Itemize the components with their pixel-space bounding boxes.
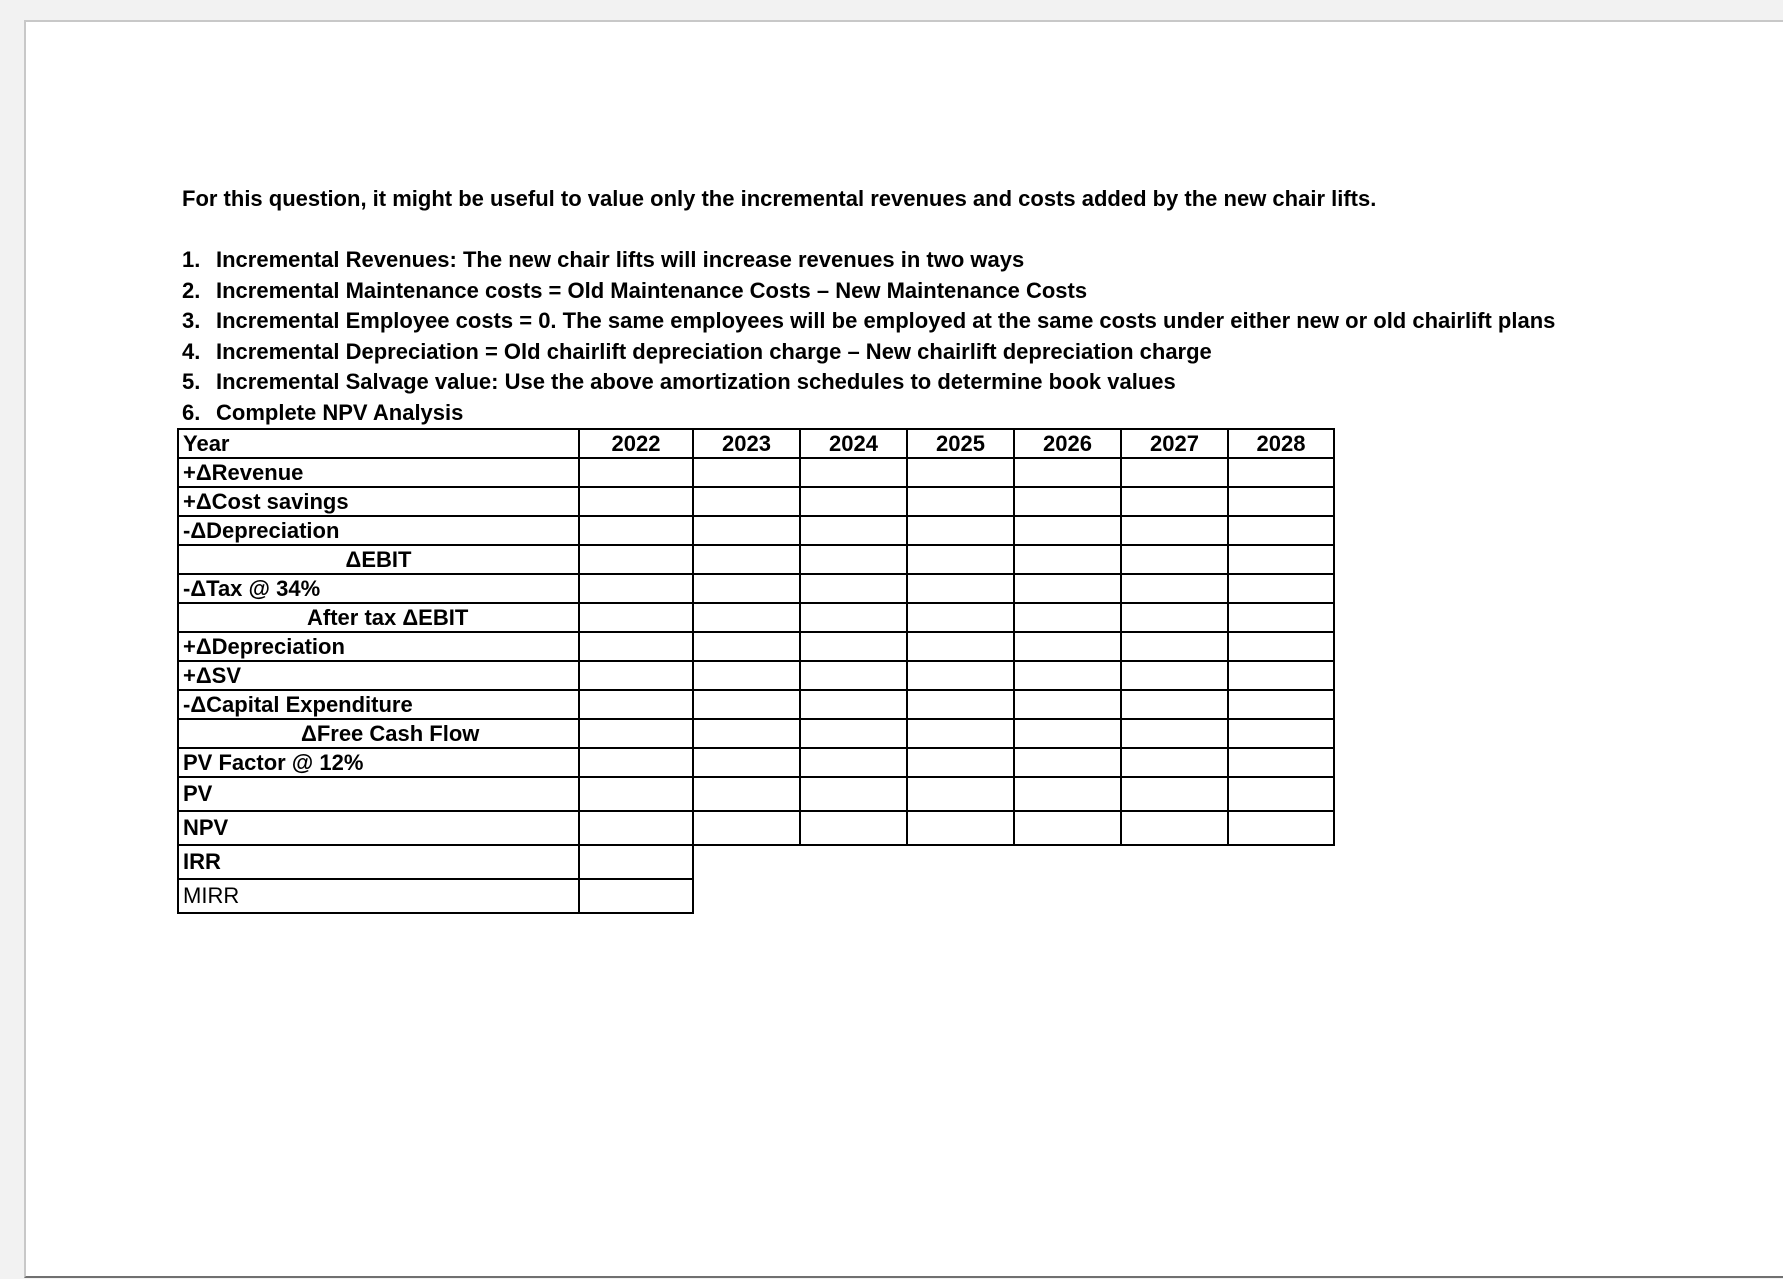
input-cell[interactable] — [579, 690, 693, 719]
step-item: 4. Incremental Depreciation = Old chairlift depreciation charge – New chairlift depreciation charge — [182, 338, 1212, 364]
input-cell[interactable] — [800, 719, 907, 748]
input-cell[interactable] — [907, 487, 1014, 516]
input-cell[interactable] — [693, 777, 800, 811]
year-header: Year — [178, 429, 579, 458]
input-cell[interactable] — [693, 632, 800, 661]
row-label: -ΔCapital Expenditure — [178, 690, 579, 719]
input-cell[interactable] — [907, 632, 1014, 661]
row-label: PV — [178, 777, 579, 811]
input-cell[interactable] — [693, 458, 800, 487]
year-2023-header: 2023 — [693, 429, 800, 458]
input-cell[interactable] — [1014, 777, 1121, 811]
table-row — [178, 845, 1334, 879]
input-cell[interactable] — [1228, 574, 1334, 603]
input-cell[interactable] — [579, 811, 693, 845]
input-cell[interactable] — [1014, 690, 1121, 719]
table-row — [178, 690, 1334, 719]
input-cell[interactable] — [693, 516, 800, 545]
input-cell[interactable] — [800, 487, 907, 516]
table-row — [178, 516, 1334, 545]
input-cell[interactable] — [800, 458, 907, 487]
row-label: -ΔTax @ 34% — [178, 574, 579, 603]
table-row — [178, 719, 1334, 748]
input-cell[interactable] — [579, 661, 693, 690]
year-2024-header: 2024 — [800, 429, 907, 458]
input-cell[interactable] — [907, 777, 1014, 811]
input-cell[interactable] — [1228, 603, 1334, 632]
step-item: 3. Incremental Employee costs = 0. The same employees will be employed at the same costs under either new or old chairlift plans — [182, 308, 1556, 333]
input-cell[interactable] — [1228, 719, 1334, 748]
input-cell[interactable] — [1228, 545, 1334, 574]
table-row — [178, 661, 1334, 690]
npv-table — [177, 428, 1335, 914]
input-cell[interactable] — [800, 516, 907, 545]
year-2028-header: 2028 — [1228, 429, 1334, 458]
input-cell[interactable] — [907, 690, 1014, 719]
input-cell[interactable] — [579, 632, 693, 661]
input-cell[interactable] — [693, 603, 800, 632]
input-cell[interactable] — [579, 603, 693, 632]
input-cell[interactable] — [579, 719, 693, 748]
input-cell[interactable] — [800, 545, 907, 574]
input-cell[interactable] — [907, 748, 1014, 777]
input-cell[interactable] — [1228, 516, 1334, 545]
table-row — [178, 632, 1334, 661]
year-2022-header: 2022 — [579, 429, 693, 458]
empty-space — [693, 879, 1334, 913]
input-cell[interactable] — [800, 748, 907, 777]
input-cell[interactable] — [907, 458, 1014, 487]
input-cell[interactable] — [1121, 748, 1228, 777]
input-cell[interactable] — [1121, 777, 1228, 811]
table-row — [178, 879, 1334, 913]
input-cell[interactable] — [579, 879, 693, 913]
input-cell[interactable] — [1121, 661, 1228, 690]
table-row — [178, 811, 1334, 845]
input-cell[interactable] — [1014, 458, 1121, 487]
mirr-label: MIRR — [178, 879, 579, 913]
table-header-row — [178, 429, 1334, 458]
table-row — [178, 545, 1334, 574]
input-cell[interactable] — [1014, 487, 1121, 516]
year-2025-header: 2025 — [907, 429, 1014, 458]
input-cell[interactable] — [693, 719, 800, 748]
input-cell[interactable] — [800, 777, 907, 811]
input-cell[interactable] — [1228, 661, 1334, 690]
input-cell[interactable] — [1228, 458, 1334, 487]
input-cell[interactable] — [1121, 458, 1228, 487]
input-cell[interactable] — [693, 661, 800, 690]
input-cell[interactable] — [579, 845, 693, 879]
row-label: +ΔSV — [178, 661, 579, 690]
input-cell[interactable] — [693, 545, 800, 574]
intro-text: For this question, it might be useful to value only the incremental revenues and costs added by the new chair lifts. — [182, 186, 1377, 211]
input-cell[interactable] — [907, 574, 1014, 603]
input-cell[interactable] — [579, 777, 693, 811]
row-label: NPV — [178, 811, 579, 845]
input-cell[interactable] — [800, 661, 907, 690]
steps-list — [182, 245, 1555, 428]
table-row — [178, 603, 1334, 632]
input-cell[interactable] — [693, 811, 800, 845]
input-cell[interactable] — [907, 719, 1014, 748]
input-cell[interactable] — [693, 748, 800, 777]
step-item: 1. Incremental Revenues: The new chair lifts will increase revenues in two ways — [182, 247, 1025, 272]
row-label: +ΔDepreciation — [178, 632, 579, 661]
input-cell[interactable] — [1014, 661, 1121, 690]
input-cell[interactable] — [1014, 516, 1121, 545]
input-cell[interactable] — [1121, 487, 1228, 516]
irr-label: IRR — [178, 845, 579, 879]
input-cell[interactable] — [907, 661, 1014, 690]
step-item: 6. Complete NPV Analysis — [182, 399, 464, 425]
input-cell[interactable] — [1014, 811, 1121, 845]
step-item: 5. Incremental Salvage value: Use the above amortization schedules to determine book values — [182, 369, 1176, 394]
input-cell[interactable] — [579, 458, 693, 487]
input-cell[interactable] — [1121, 690, 1228, 719]
row-label: +ΔRevenue — [178, 458, 579, 487]
input-cell[interactable] — [800, 632, 907, 661]
input-cell[interactable] — [579, 516, 693, 545]
row-label: PV Factor @ 12% — [178, 748, 579, 777]
table-row — [178, 748, 1334, 777]
input-cell[interactable] — [800, 603, 907, 632]
year-2026-header: 2026 — [1014, 429, 1121, 458]
input-cell[interactable] — [579, 748, 693, 777]
table-row — [178, 777, 1334, 811]
input-cell[interactable] — [1228, 777, 1334, 811]
empty-space — [693, 845, 1334, 879]
row-label: ΔFree Cash Flow — [178, 719, 579, 748]
input-cell[interactable] — [1014, 719, 1121, 748]
table-row — [178, 487, 1334, 516]
input-cell[interactable] — [579, 545, 693, 574]
table-row — [178, 458, 1334, 487]
table-row — [178, 574, 1334, 603]
row-label: After tax ΔEBIT — [178, 603, 579, 632]
input-cell[interactable] — [1014, 603, 1121, 632]
input-cell[interactable] — [907, 811, 1014, 845]
input-cell[interactable] — [1228, 811, 1334, 845]
input-cell[interactable] — [907, 603, 1014, 632]
input-cell[interactable] — [1121, 574, 1228, 603]
input-cell[interactable] — [1121, 632, 1228, 661]
input-cell[interactable] — [1014, 632, 1121, 661]
row-label: +ΔCost savings — [178, 487, 579, 516]
input-cell[interactable] — [1014, 574, 1121, 603]
input-cell[interactable] — [1121, 603, 1228, 632]
input-cell[interactable] — [907, 516, 1014, 545]
row-label: ΔEBIT — [178, 545, 579, 574]
year-2027-header: 2027 — [1121, 429, 1228, 458]
input-cell[interactable] — [1228, 632, 1334, 661]
input-cell[interactable] — [1228, 487, 1334, 516]
input-cell[interactable] — [1228, 690, 1334, 719]
input-cell[interactable] — [907, 545, 1014, 574]
input-cell[interactable] — [579, 574, 693, 603]
row-label: -ΔDepreciation — [178, 516, 579, 545]
input-cell[interactable] — [800, 574, 907, 603]
input-cell[interactable] — [693, 574, 800, 603]
input-cell[interactable] — [1121, 811, 1228, 845]
input-cell[interactable] — [800, 811, 907, 845]
input-cell[interactable] — [1121, 545, 1228, 574]
input-cell[interactable] — [1121, 516, 1228, 545]
input-cell[interactable] — [693, 487, 800, 516]
input-cell[interactable] — [693, 690, 800, 719]
input-cell[interactable] — [1014, 545, 1121, 574]
input-cell[interactable] — [1121, 719, 1228, 748]
input-cell[interactable] — [579, 487, 693, 516]
input-cell[interactable] — [1014, 748, 1121, 777]
step-item: 2. Incremental Maintenance costs = Old Maintenance Costs – New Maintenance Costs — [182, 277, 1088, 303]
input-cell[interactable] — [800, 690, 907, 719]
input-cell[interactable] — [1228, 748, 1334, 777]
